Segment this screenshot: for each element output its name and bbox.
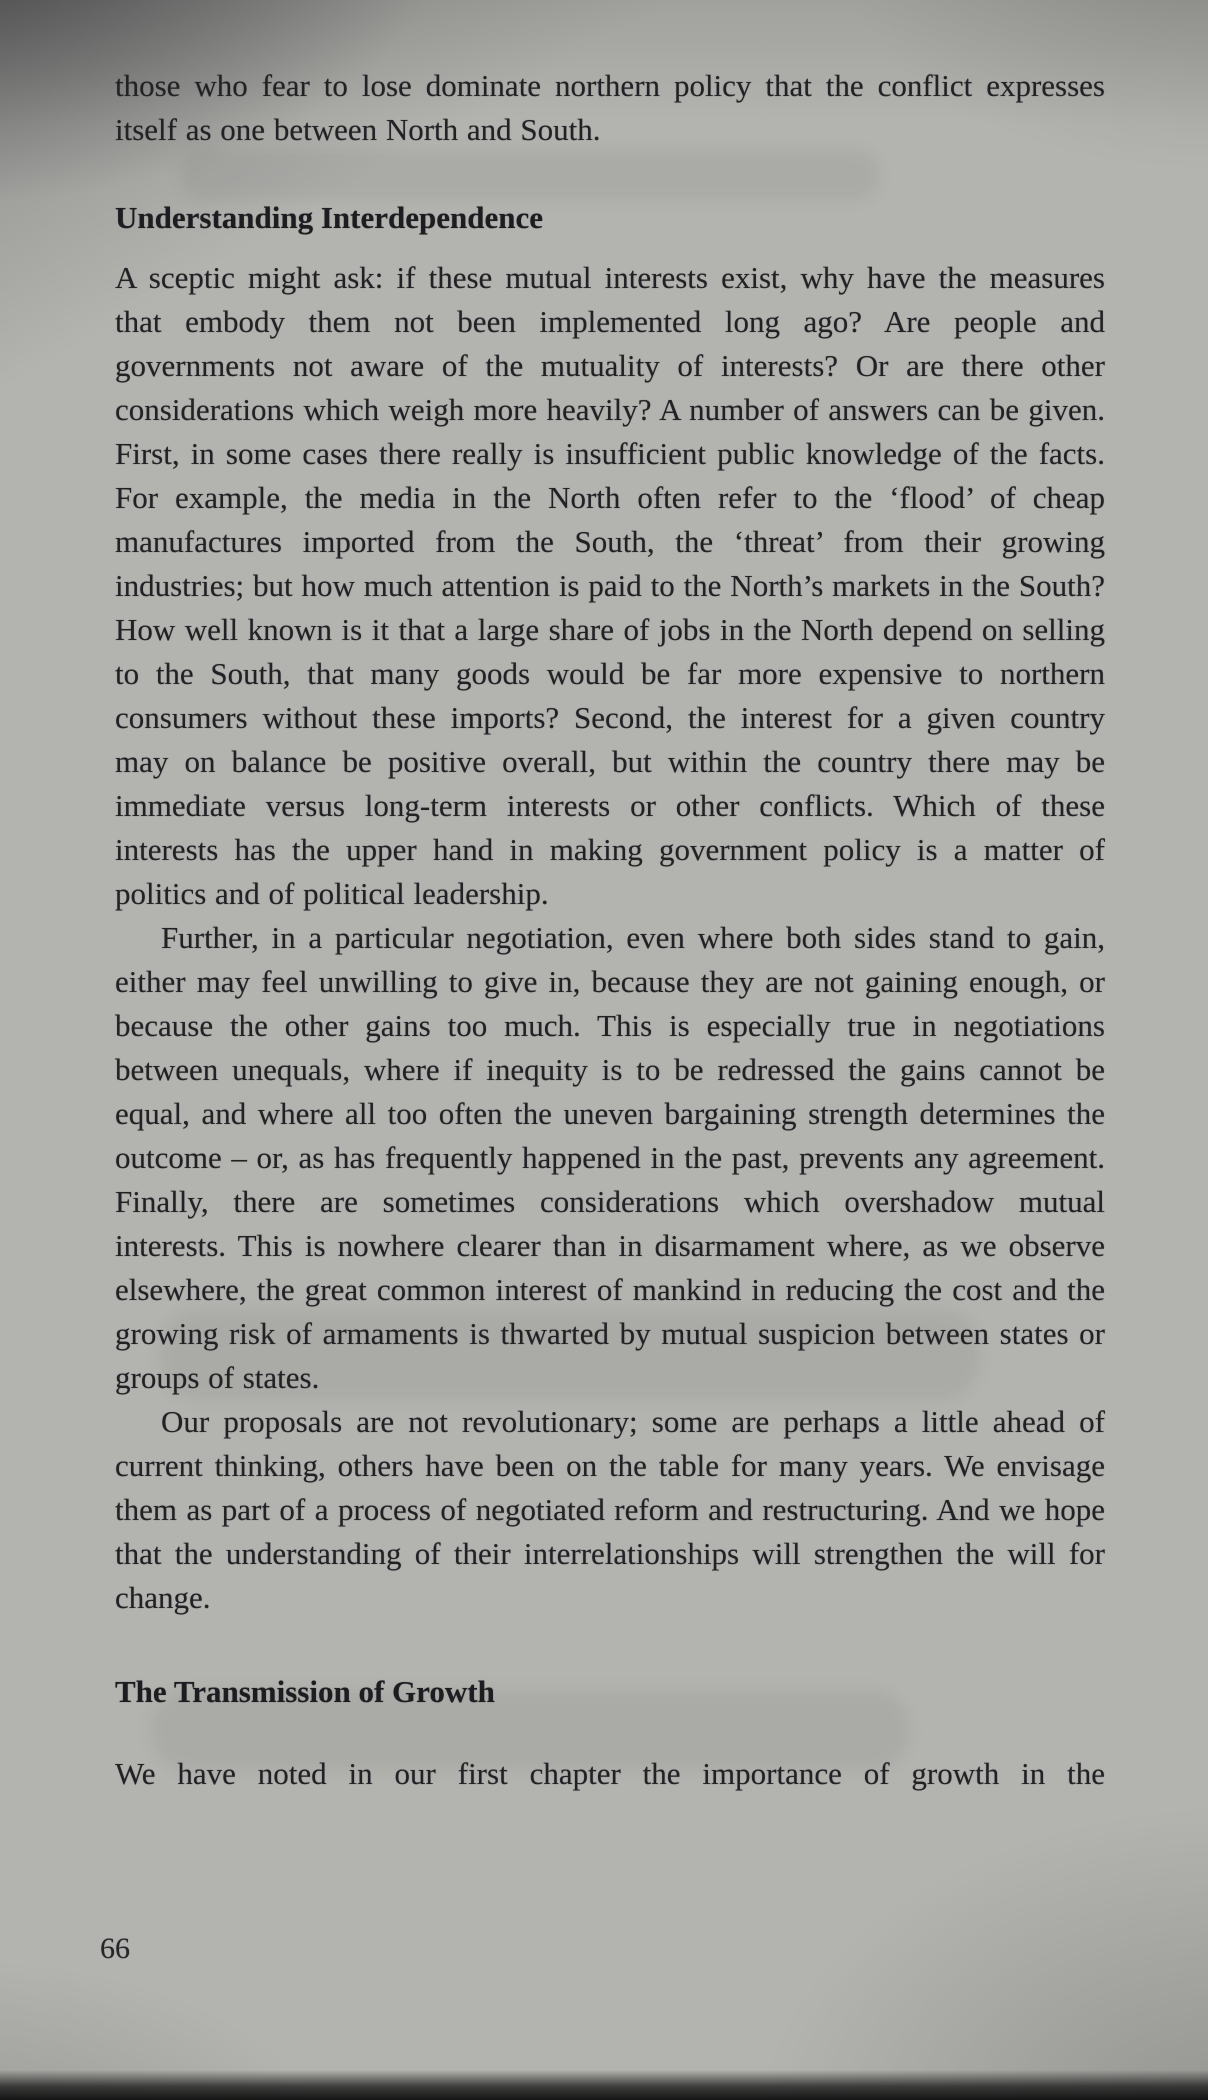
page-bottom-edge-shadow: [0, 2070, 1208, 2100]
section-heading-transmission-of-growth: The Transmission of Growth: [115, 1674, 495, 1709]
continuation-paragraph: those who fear to lose dominate northern policy that the conflict expresses itself as one between North and South.: [115, 68, 1105, 147]
page-number: 66: [100, 1932, 130, 1965]
body-paragraph: We have noted in our first chapter the importance of growth in the: [115, 1756, 1105, 1791]
body-paragraph: A sceptic might ask: if these mutual interests exist, why have the measures that embody them not been implemented long ago? Are people and governments not aware of the mutuality of interests? Or are there other considerations which weigh more heavily? A number of answers can be given. First, in some cases there really is insufficient public knowledge of the facts. For example, the media in the North often refer to the ‘flood’ of cheap manufactures imported from the South, the ‘threat’ from their growing industries; but how much attention is paid to the North’s markets in the South? How well known is it that a large share of jobs in the North depend on selling to the South, that many goods would be far more expensive to northern consumers without these imports? Second, the interest for a given country may on balance be positive overall, but within the country there may be immediate versus long-term interests or other conflicts. Which of these interests has the upper hand in making government policy is a matter of politics and of political leadership.: [115, 260, 1105, 911]
text-block: [115, 64, 1105, 1796]
body-paragraph: Our proposals are not revolutionary; some are perhaps a little ahead of current thinking, others have been on the table for many years. We envisage them as part of a process of negotiated reform and restructuring. And we hope that the understanding of their interrelationships will strengthen the will for change.: [115, 1404, 1105, 1615]
section-heading-understanding-interdependence: Understanding Interdependence: [115, 200, 544, 235]
body-paragraph: Further, in a particular negotiation, even where both sides stand to gain, either may feel unwilling to give in, because they are not gaining enough, or because the other gains too much. This is especially true in negotiations between unequals, where if inequity is to be redressed the gains cannot be equal, and where all too often the uneven bargaining strength determines the outcome – or, as has frequently happened in the past, prevents any agreement. Finally, there are sometimes considerations which overshadow mutual interests. This is nowhere clearer than in disarmament where, as we observe elsewhere, the great common interest of mankind in reducing the cost and the growing risk of armaments is thwarted by mutual suspicion between states or groups of states.: [115, 920, 1105, 1395]
